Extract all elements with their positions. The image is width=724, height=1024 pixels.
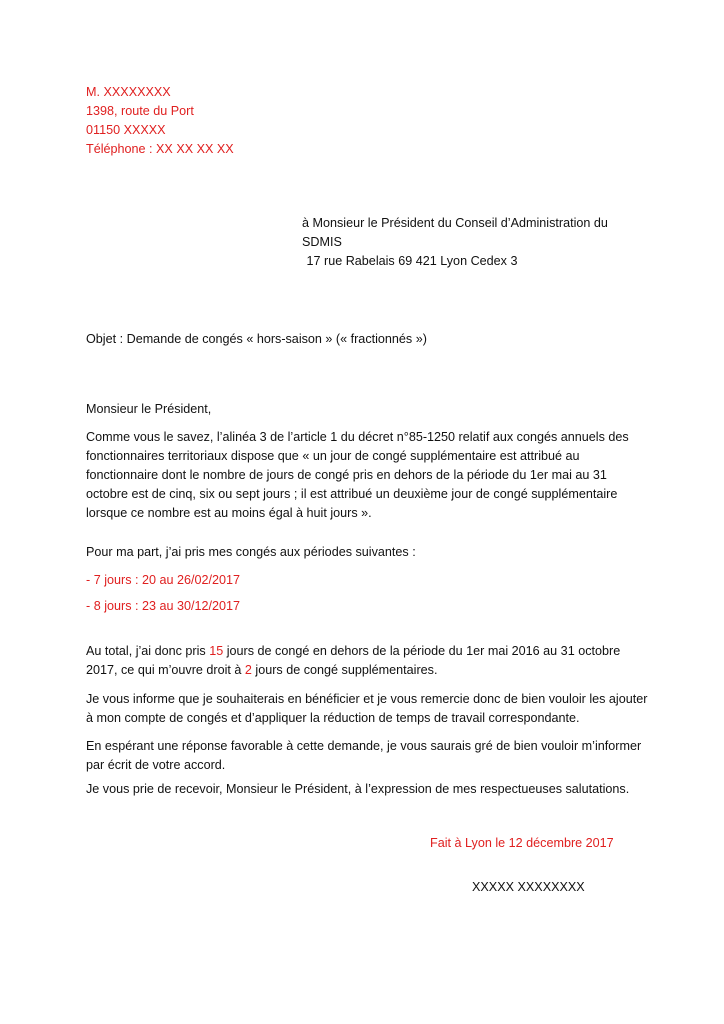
- total-text: jours de congé en dehors de la période du 1er mai 2016 au 31 octobre: [223, 644, 621, 658]
- paragraph-hope: [86, 737, 642, 775]
- periods-intro: [86, 543, 416, 562]
- extra-days-value: 2: [244, 663, 252, 677]
- paragraph-total: [86, 642, 642, 680]
- total-line-2: [86, 661, 642, 680]
- place-date: [430, 834, 614, 853]
- paragraph-line: octobre est de cinq, six ou sept jours ; il est attribué un deuxième jour de congé supplémentaire: [86, 487, 618, 501]
- periods-intro-text: Pour ma part, j’ai pris mes congés aux périodes suivantes :: [86, 545, 416, 559]
- paragraph-line: fonctionnaires territoriaux dispose que « un jour de congé supplémentaire est attribué au: [86, 449, 580, 463]
- period-text: - 8 jours : 23 au 30/12/2017: [86, 599, 241, 613]
- total-line-1: [86, 642, 642, 661]
- letter-object: [86, 330, 427, 349]
- recipient-block: [302, 214, 608, 271]
- place-date-text: Fait à Lyon le 12 décembre 2017: [430, 836, 614, 850]
- salutation: [86, 400, 211, 419]
- paragraph-line: fonctionnaire dont le nombre de jours de congé pris en dehors de la période du 1er mai au 31: [86, 468, 607, 482]
- total-text: 2017, ce qui m’ouvre droit à: [86, 663, 245, 677]
- paragraph-request: [86, 690, 648, 728]
- paragraph-decree: [86, 428, 642, 523]
- paragraph-line: En espérant une réponse favorable à cette demande, je vous saurais gré de bien vouloir m’informer: [86, 739, 642, 753]
- period-text: - 7 jours : 20 au 26/02/2017: [86, 573, 241, 587]
- days-taken-value: 15: [209, 644, 224, 658]
- total-text: Au total, j’ai donc pris: [86, 644, 210, 658]
- paragraph-line: Comme vous le savez, l’alinéa 3 de l’article 1 du décret n°85-1250 relatif aux congés annuels des: [86, 430, 629, 444]
- object-text: Objet : Demande de congés « hors-saison » (« fractionnés »): [86, 332, 427, 346]
- paragraph-line: par écrit de votre accord.: [86, 758, 226, 772]
- salutation-text: Monsieur le Président,: [86, 402, 212, 416]
- paragraph-line: Je vous informe que je souhaiterais en bénéficier et je vous remercie donc de bien vouloir les ajouter: [86, 692, 648, 706]
- recipient-line-1: à Monsieur le Président du Conseil d’Administration du: [302, 216, 608, 230]
- sender-street: 1398, route du Port: [86, 104, 194, 118]
- period-item-1: [86, 571, 240, 590]
- recipient-line-2: SDMIS: [302, 235, 342, 249]
- total-text: jours de congé supplémentaires.: [251, 663, 438, 677]
- signature-name: XXXXX XXXXXXXX: [472, 880, 585, 894]
- closing-text: Je vous prie de recevoir, Monsieur le Président, à l’expression de mes respectueuses salutations.: [86, 782, 630, 796]
- sender-city: 01150 XXXXX: [86, 123, 166, 137]
- period-item-2: [86, 597, 240, 616]
- signature: [472, 878, 585, 897]
- closing-formula: [86, 780, 629, 799]
- paragraph-line: à mon compte de congés et d’appliquer la réduction de temps de travail correspondante.: [86, 711, 580, 725]
- sender-name: M. XXXXXXXX: [86, 85, 171, 99]
- sender-phone: Téléphone : XX XX XX XX: [86, 142, 234, 156]
- recipient-line-3: 17 rue Rabelais 69 421 Lyon Cedex 3: [303, 254, 518, 268]
- paragraph-line: lorsque ce nombre est au moins égal à huit jours ».: [86, 506, 372, 520]
- sender-block: [86, 83, 234, 159]
